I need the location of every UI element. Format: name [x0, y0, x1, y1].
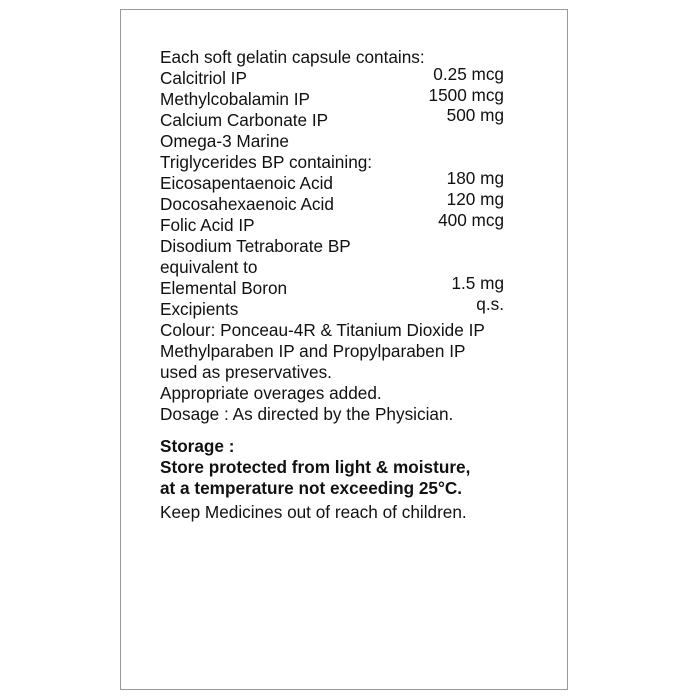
ingredient-amount: q.s.: [476, 294, 504, 314]
ingredient-name: Triglycerides BP containing:: [160, 152, 373, 172]
ingredient-amount: 120 mg: [446, 189, 504, 209]
ingredient-name: Calcitriol IP: [160, 68, 247, 88]
ingredient-name: Methylcobalamin IP: [160, 89, 310, 109]
ingredient-name: equivalent to: [160, 257, 258, 277]
ingredient-amount: 180 mg: [446, 168, 504, 188]
ingredient-name: Excipients: [160, 299, 239, 319]
ingredient-amount: 1.5 mg: [451, 273, 504, 293]
ingredient-name: Elemental Boron: [160, 278, 288, 298]
composition-heading: Each soft gelatin capsule contains:: [160, 47, 425, 67]
ingredient-name: Folic Acid IP: [160, 215, 255, 235]
ingredient-amount: 500 mg: [446, 105, 504, 125]
ingredient-amount: 400 mcg: [438, 210, 504, 230]
dosage-line: Dosage : As directed by the Physician.: [160, 404, 454, 424]
colour-line: Colour: Ponceau-4R & Titanium Dioxide IP: [160, 320, 485, 340]
storage-instruction: at a temperature not exceeding 25°C.: [160, 478, 463, 498]
ingredient-amount: 1500 mcg: [428, 85, 504, 105]
ingredient-name: Eicosapentaenoic Acid: [160, 173, 333, 193]
child-safety-warning: Keep Medicines out of reach of children.: [160, 502, 467, 522]
overages-line: Appropriate overages added.: [160, 383, 382, 403]
ingredient-name: Omega-3 Marine: [160, 131, 289, 151]
storage-instruction: Store protected from light & moisture,: [160, 457, 471, 477]
storage-heading: Storage :: [160, 436, 235, 456]
preservatives-line: Methylparaben IP and Propylparaben IP: [160, 341, 466, 361]
ingredient-name: Disodium Tetraborate BP: [160, 236, 351, 256]
ingredient-name: Docosahexaenoic Acid: [160, 194, 334, 214]
ingredient-name: Calcium Carbonate IP: [160, 110, 329, 130]
preservatives-line: used as preservatives.: [160, 362, 332, 382]
ingredient-amount: 0.25 mcg: [433, 64, 504, 84]
